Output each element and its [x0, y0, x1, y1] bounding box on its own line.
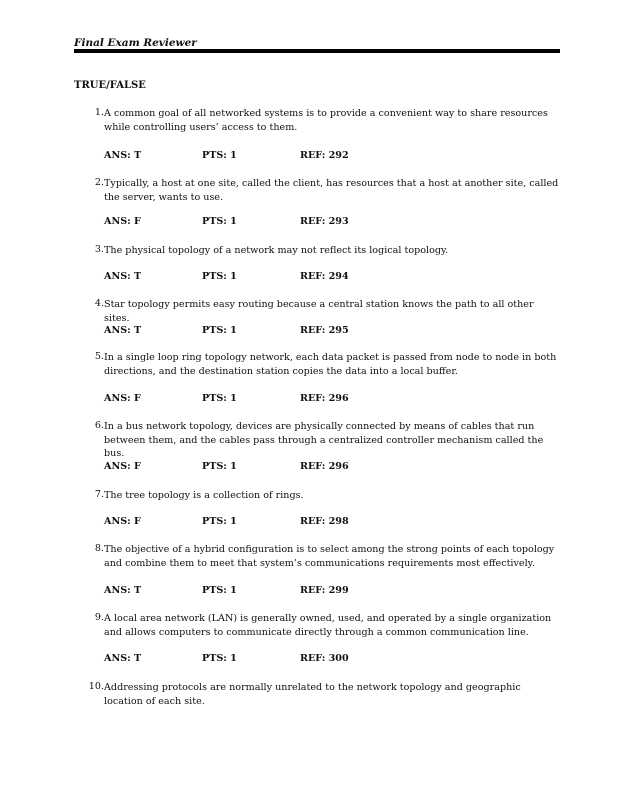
reference-value: REF: 299 [300, 585, 349, 596]
points-value: PTS: 1 [202, 325, 237, 336]
question-number: 3. [94, 244, 104, 255]
question-text: The objective of a hybrid configuration is to select among the strong points of each topology and combine them to meet that system’s communications requirements most effectively. [104, 544, 555, 569]
points-value: PTS: 1 [202, 216, 237, 227]
answer-row [104, 585, 560, 597]
points-value: PTS: 1 [202, 585, 237, 596]
points-value: PTS: 1 [202, 393, 237, 404]
points-value: PTS: 1 [202, 150, 237, 161]
answer-value: ANS: F [104, 516, 141, 527]
points-value: PTS: 1 [202, 653, 237, 664]
points-value: PTS: 1 [202, 461, 237, 472]
question-text: In a bus network topology, devices are physically connected by means of cables that run between them, and the cables pass through a centralized controller mechanism called the bus. [104, 421, 544, 459]
reference-value: REF: 300 [300, 653, 349, 664]
answer-row [104, 325, 560, 337]
answer-value: ANS: T [104, 325, 142, 336]
header-rule [74, 49, 560, 53]
question-number: 2. [94, 177, 104, 188]
question-text: The physical topology of a network may not reflect its logical topology. [104, 245, 449, 256]
reference-value: REF: 298 [300, 516, 349, 527]
reference-value: REF: 293 [300, 216, 349, 227]
reference-value: REF: 296 [300, 461, 349, 472]
question-text: Star topology permits easy routing because a central station knows the path to all other sites. [104, 299, 534, 324]
answer-row [104, 516, 560, 528]
answer-row [104, 150, 560, 162]
answer-row [104, 653, 560, 665]
points-value: PTS: 1 [202, 516, 237, 527]
question-text: Typically, a host at one site, called the client, has resources that a host at another site, called the server, wants to use. [104, 178, 559, 203]
document-header-title: Final Exam Reviewer [74, 37, 197, 49]
points-value: PTS: 1 [202, 271, 237, 282]
question-number: 8. [94, 543, 104, 554]
reference-value: REF: 292 [300, 150, 349, 161]
question-number: 10. [88, 681, 104, 692]
answer-value: ANS: F [104, 461, 141, 472]
question-number: 6. [94, 420, 104, 431]
question-number: 4. [94, 298, 104, 309]
reference-value: REF: 295 [300, 325, 349, 336]
question-text: Addressing protocols are normally unrelated to the network topology and geographic location of each site. [104, 682, 521, 707]
question-text: In a single loop ring topology network, each data packet is passed from node to node in both directions, and the destination station copies the data into a local buffer. [104, 352, 557, 377]
reference-value: REF: 296 [300, 393, 349, 404]
question-number: 5. [94, 351, 104, 362]
answer-row [104, 393, 560, 405]
answer-value: ANS: T [104, 653, 142, 664]
reference-value: REF: 294 [300, 271, 349, 282]
answer-value: ANS: F [104, 393, 141, 404]
answer-value: ANS: T [104, 271, 142, 282]
answer-value: ANS: F [104, 216, 141, 227]
question-number: 9. [94, 612, 104, 623]
answer-row [104, 271, 560, 283]
section-title: TRUE/FALSE [74, 80, 146, 91]
question-number: 7. [94, 489, 104, 500]
answer-row [104, 461, 560, 473]
question-text: A local area network (LAN) is generally owned, used, and operated by a single organization and allows computers to communicate directly through a common communication line. [104, 613, 552, 638]
answer-row [104, 216, 560, 228]
answer-value: ANS: T [104, 585, 142, 596]
answer-value: ANS: T [104, 150, 142, 161]
question-text: A common goal of all networked systems is to provide a convenient way to share resources while controlling users’ access to them. [104, 108, 548, 133]
question-number: 1. [94, 107, 104, 118]
question-text: The tree topology is a collection of rings. [104, 490, 304, 501]
